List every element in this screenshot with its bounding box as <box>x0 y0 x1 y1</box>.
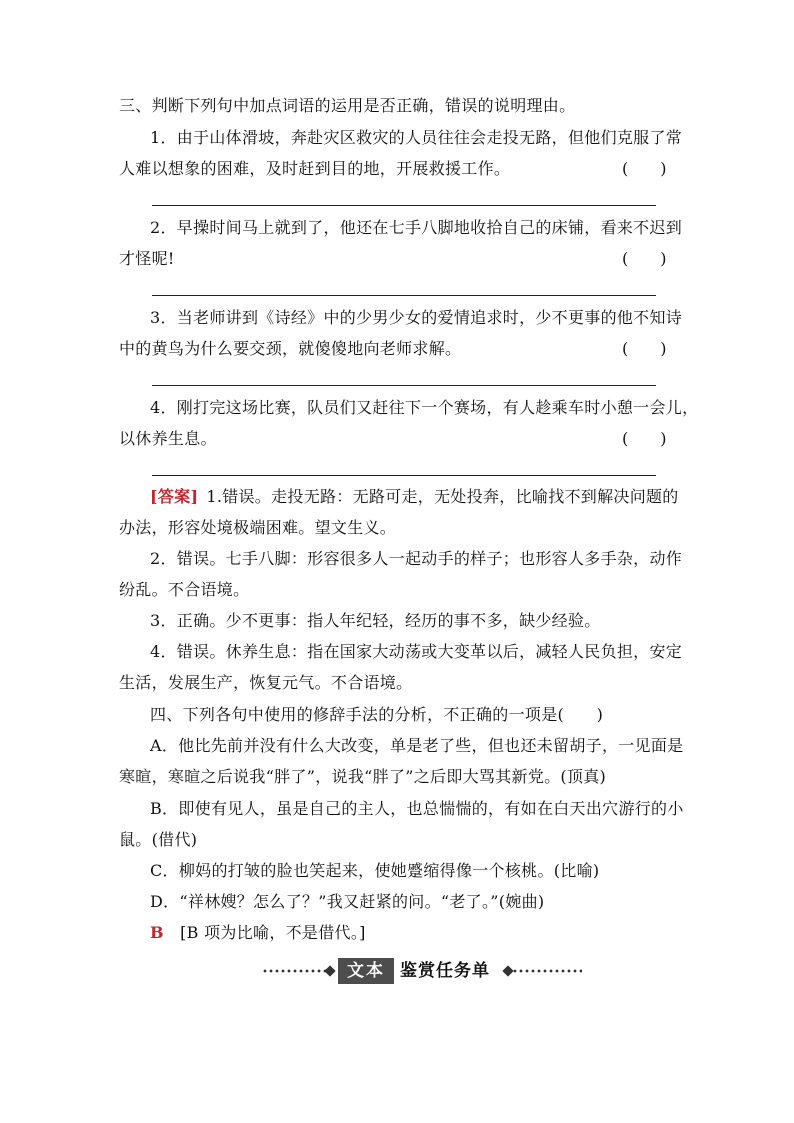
banner-title: 鉴赏任务单 <box>400 961 490 981</box>
dotted-rule-right <box>512 969 582 973</box>
q2-answer-line[interactable] <box>152 295 656 296</box>
option-c: C．柳妈的打皱的脸也笑起来，使她蹙缩得像一个核桃。(比喻) <box>150 861 600 880</box>
q1-line2: 人难以想象的困难，及时赶到目的地，开展救援工作。 <box>119 159 511 178</box>
answer-1-line2: 办法，形容处境极端困难。望文生义。 <box>119 518 397 537</box>
q3-line2: 中的黄鸟为什么要交颈，就傻傻地向老师求解。 <box>119 339 462 358</box>
diamond-bullet-icon <box>324 965 335 976</box>
option-a-line1: A．他比先前并没有什么大改变，单是老了些，但也还未留胡子，一见面是 <box>150 736 684 755</box>
q3-answer-blank[interactable]: ( ) <box>622 339 667 358</box>
answer-4-line2: 生活，发展生产，恢复元气。不合语境。 <box>119 673 413 692</box>
answer-tag: [答案] <box>150 487 199 506</box>
answer-3-line1: 3．正确。少不更事：指人年纪轻，经历的事不多，缺少经验。 <box>150 611 601 630</box>
q4-line2: 以休养生息。 <box>119 429 217 448</box>
section4-answer <box>150 922 675 944</box>
q1-line1: 1．由于山体滑坡，奔赴灾区救灾的人员往往会走投无路，但他们克服了常 <box>150 128 683 147</box>
q4-answer-line[interactable] <box>152 475 656 476</box>
answer-2-line2: 纷乱。不合语境。 <box>119 580 250 599</box>
answer-2-line1: 2．错误。七手八脚：形容很多人一起动手的样子；也形容人多手杂，动作 <box>150 549 683 568</box>
option-a-line2: 寒暄，寒暄之后说我“胖了”，说我“胖了”之后即大骂其新党。(顶真) <box>119 767 607 786</box>
q4-line1: 4．刚打完这场比赛，队员们又赶往下一个赛场，有人趁乘车时小憩一会儿， <box>150 398 699 417</box>
section4-heading: 四、下列各句中使用的修辞手法的分析，不正确的一项是( ) <box>150 705 604 724</box>
q1-answer-line[interactable] <box>152 205 656 206</box>
q2-answer-blank[interactable]: ( ) <box>622 249 667 268</box>
answer-letter: B <box>150 923 164 942</box>
q3-line1: 3．当老师讲到《诗经》中的少男少女的爱情追求时，少不更事的他不知诗 <box>150 308 683 327</box>
q2-line2: 才怪呢! <box>119 249 175 268</box>
banner-tag: 文本 <box>338 958 394 984</box>
option-b-line2: 鼠。(借代) <box>119 830 198 849</box>
answer-1-line1 <box>150 486 679 508</box>
dotted-rule-left <box>262 969 332 973</box>
option-b-line1: B．即使有见人，虽是自己的主人，也总惴惴的，有如在白天出穴游行的小 <box>150 799 684 818</box>
answer-1-text: 1.错误。走投无路：无路可走，无处投奔，比喻找不到解决问题的 <box>206 487 679 506</box>
option-d: D．“祥林嫂？怎么了？”我又赶紧的问。“老了。”(婉曲) <box>150 892 545 911</box>
section-banner <box>262 958 562 984</box>
answer-note: [B 项为比喻，不是借代。] <box>180 923 366 942</box>
q4-answer-blank[interactable]: ( ) <box>622 429 667 448</box>
section3-heading: 三、判断下列句中加点词语的运用是否正确，错误的说明理由。 <box>119 96 576 115</box>
q3-answer-line[interactable] <box>152 385 656 386</box>
answer-4-line1: 4．错误。休养生息：指在国家大动荡或大变革以后，减轻人民负担，安定 <box>150 642 683 661</box>
q2-line1: 2．早操时间马上就到了，他还在七手八脚地收拾自己的床铺，看来不迟到 <box>150 218 683 237</box>
q1-answer-blank[interactable]: ( ) <box>622 159 667 178</box>
